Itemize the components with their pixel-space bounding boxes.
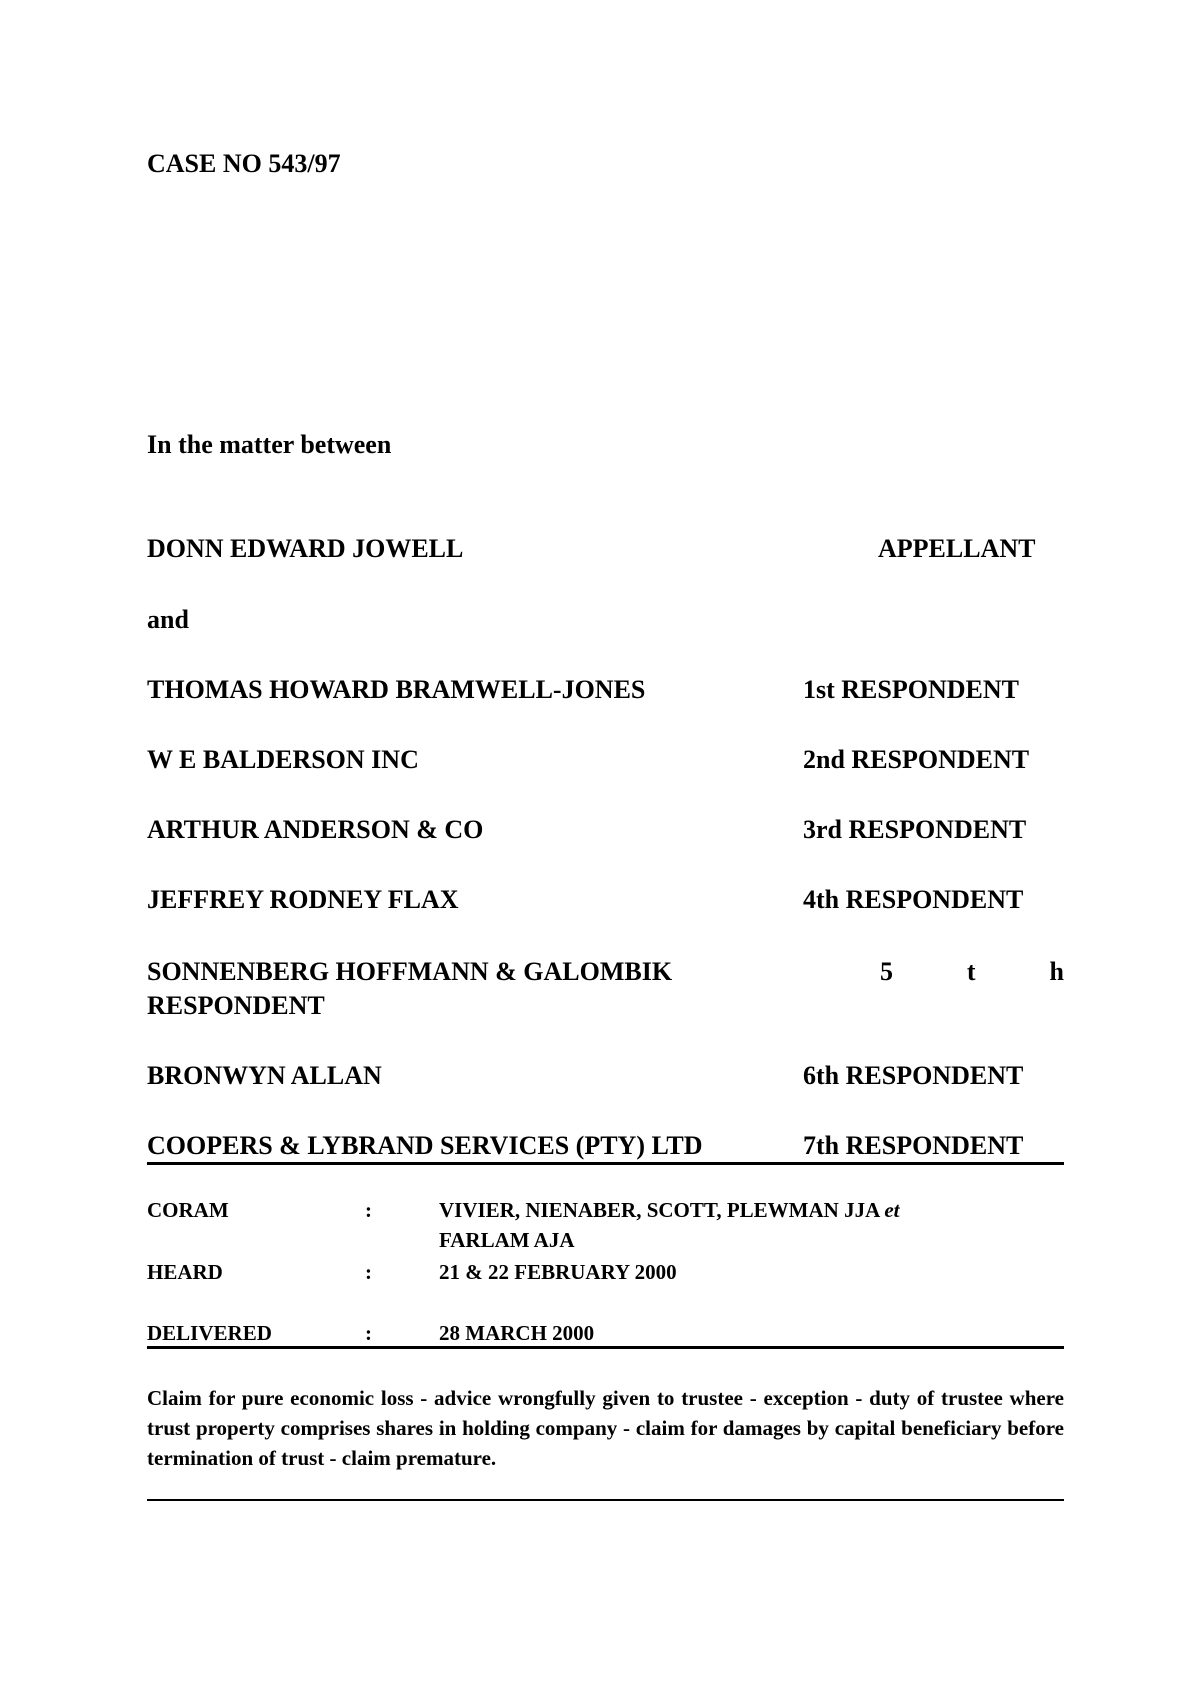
respondent-5-name: SONNENBERG HOFFMANN & GALOMBIK [147, 957, 673, 986]
matter-intro: In the matter between [147, 430, 392, 459]
respondent-7-role: 7th RESPONDENT [803, 1131, 1024, 1160]
coram-judges: VIVIER, NIENABER, SCOTT, PLEWMAN JJA [439, 1198, 880, 1222]
respondent-2-name: W E BALDERSON INC [147, 745, 419, 774]
delivered-value: 28 MARCH 2000 [439, 1321, 595, 1345]
respondent-3-name: ARTHUR ANDERSON & CO [147, 815, 484, 844]
delivered-row [147, 1318, 1064, 1348]
respondent-5-role-spaced [880, 956, 1064, 988]
respondent-5-role-char: h [1049, 957, 1064, 986]
divider-top [147, 1162, 1064, 1165]
appellant-name: DONN EDWARD JOWELL [147, 534, 464, 563]
respondent-5-role-char: 5 [880, 957, 893, 986]
respondent-2-role: 2nd RESPONDENT [803, 745, 1030, 774]
respondent-6-role: 6th RESPONDENT [803, 1061, 1024, 1090]
case-summary: Claim for pure economic loss - advice wrongfully given to trustee - exception - duty of trustee where trust property comprises shares in holding company - claim for damages by capital beneficiary before termination of trust - claim premature. [147, 1386, 1064, 1470]
respondent-5-role-char: t [966, 957, 976, 986]
respondent-6-name: BRONWYN ALLAN [147, 1061, 382, 1090]
heard-value: 21 & 22 FEBRUARY 2000 [439, 1260, 677, 1284]
delivered-separator: : [365, 1321, 372, 1345]
respondent-5-role-continued: RESPONDENT [147, 991, 325, 1020]
delivered-label: DELIVERED [147, 1321, 272, 1345]
coram-separator: : [365, 1198, 372, 1222]
coram-value [439, 1195, 999, 1255]
respondent-4-name: JEFFREY RODNEY FLAX [147, 885, 459, 914]
conjunction-and: and [147, 605, 189, 634]
coram-judges-line2: FARLAM AJA [439, 1228, 575, 1252]
heard-separator: : [365, 1260, 372, 1284]
respondent-1-name: THOMAS HOWARD BRAMWELL-JONES [147, 675, 646, 704]
case-number: CASE NO 543/97 [147, 149, 341, 178]
coram-label: CORAM [147, 1198, 229, 1222]
heard-label: HEARD [147, 1260, 223, 1284]
respondent-1-role: 1st RESPONDENT [803, 675, 1019, 704]
coram-row [147, 1195, 1064, 1255]
appellant-role: APPELLANT [878, 534, 1036, 563]
respondent-3-role: 3rd RESPONDENT [803, 815, 1027, 844]
coram-et: et [884, 1198, 900, 1222]
heard-row [147, 1257, 1064, 1287]
respondent-7-name: COOPERS & LYBRAND SERVICES (PTY) LTD [147, 1131, 703, 1160]
divider-bottom [147, 1499, 1064, 1501]
divider-middle [147, 1346, 1064, 1349]
respondent-4-role: 4th RESPONDENT [803, 885, 1024, 914]
